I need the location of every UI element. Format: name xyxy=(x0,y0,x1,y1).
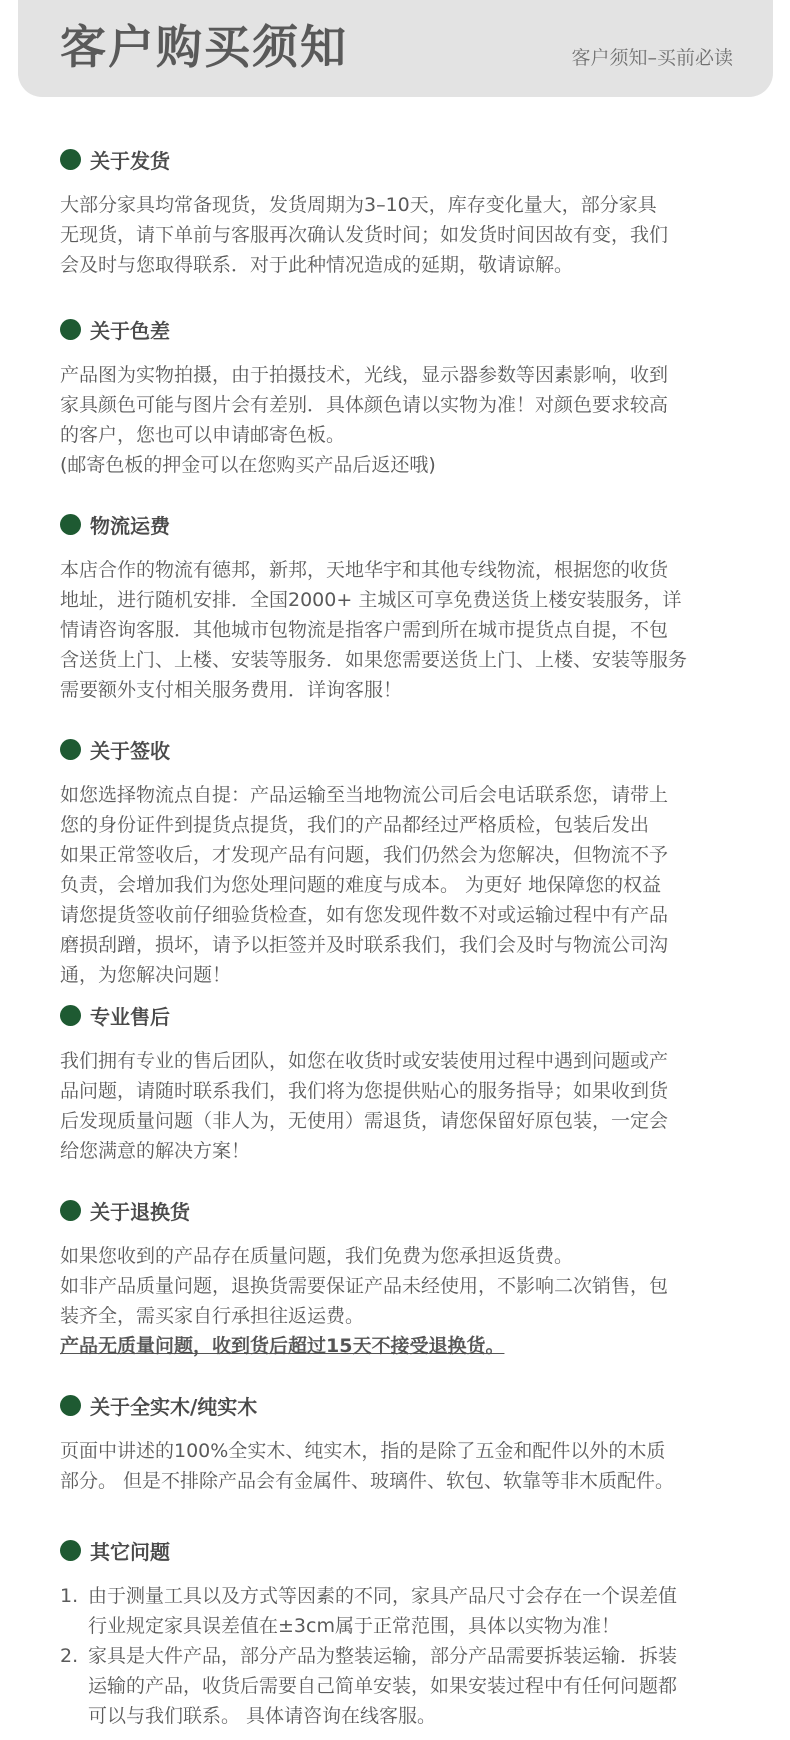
section-solid-wood xyxy=(60,1386,740,1496)
paragraph-line: 产品图为实物拍摄，由于拍摄技术，光线，显示器参数等因素影响，收到 xyxy=(60,364,669,386)
section-color-difference xyxy=(60,310,740,480)
returns-policy-emphasis: 产品无质量问题，收到货后超过15天不接受退换货。 xyxy=(60,1335,505,1357)
bullet-dot-icon xyxy=(60,1005,81,1026)
list-line: 行业规定家具误差值在±3cm属于正常范围，具体以实物为准！ xyxy=(88,1615,620,1637)
bullet-dot-icon xyxy=(60,1200,81,1221)
section-title: 关于发货 xyxy=(90,148,170,173)
bullet-dot-icon xyxy=(60,739,81,760)
paragraph-line: 家具颜色可能与图片会有差别．具体颜色请以实物为准！对颜色要求较高 xyxy=(60,394,669,416)
paragraph-line: 磨损刮蹭，损坏，请予以拒签并及时联系我们，我们会及时与物流公司沟 xyxy=(60,934,669,956)
paragraph-line: 如非产品质量问题，退换货需要保证产品未经使用，不影响二次销售，包 xyxy=(60,1275,669,1297)
paragraph-line: (邮寄色板的押金可以在您购买产品后返还哦) xyxy=(60,454,436,476)
section-title: 关于签收 xyxy=(90,738,170,763)
paragraph-line: 部分。 但是不排除产品会有金属件、玻璃件、软包、软靠等非木质配件。 xyxy=(60,1470,675,1492)
paragraph-line: 会及时与您取得联系．对于此种情况造成的延期，敬请谅解。 xyxy=(60,254,574,276)
bullet-dot-icon xyxy=(60,319,81,340)
section-heading xyxy=(60,996,740,1034)
paragraph-line: 地址，进行随机安排．全国2000+ 主城区可享免费送货上楼安装服务，详 xyxy=(60,589,682,611)
section-shipping xyxy=(60,140,740,280)
section-heading xyxy=(60,1386,740,1424)
paragraph-line: 本店合作的物流有德邦，新邦，天地华宇和其他专线物流，根据您的收货 xyxy=(60,559,669,581)
section-heading xyxy=(60,1531,740,1569)
list-line: 家具是大件产品，部分产品为整装运输，部分产品需要拆装运输．拆装 xyxy=(88,1645,678,1667)
notice-content xyxy=(60,140,740,1731)
section-logistics xyxy=(60,505,740,705)
bullet-dot-icon xyxy=(60,1540,81,1561)
paragraph-line: 品问题，请随时联系我们，我们将为您提供贴心的服务指导；如果收到货 xyxy=(60,1080,669,1102)
section-title: 物流运费 xyxy=(90,513,170,538)
paragraph-line: 后发现质量问题（非人为，无使用）需退货，请您保留好原包装，一定会 xyxy=(60,1110,669,1132)
header-banner xyxy=(18,0,773,97)
paragraph-line: 大部分家具均常备现货，发货周期为3–10天，库存变化量大，部分家具 xyxy=(60,194,657,216)
list-line: 由于测量工具以及方式等因素的不同，家具产品尺寸会存在一个误差值 xyxy=(88,1585,678,1607)
section-heading xyxy=(60,1191,740,1229)
section-heading xyxy=(60,730,740,768)
paragraph-line: 如果您收到的产品存在质量问题，我们免费为您承担返货费。 xyxy=(60,1245,574,1267)
paragraph-line: 通，为您解决问题！ xyxy=(60,964,232,986)
paragraph-line: 含送货上门、上楼、安装等服务．如果您需要送货上门、上楼、安装等服务 xyxy=(60,649,688,671)
paragraph-line: 您的身份证件到提货点提货，我们的产品都经过严格质检，包装后发出 xyxy=(60,814,650,836)
bullet-dot-icon xyxy=(60,1395,81,1416)
paragraph-line: 我们拥有专业的售后团队，如您在收货时或安装使用过程中遇到问题或产 xyxy=(60,1050,669,1072)
list-number: 2. xyxy=(60,1645,79,1667)
section-heading xyxy=(60,140,740,178)
paragraph-line: 情请咨询客服．其他城市包物流是指客户需到所在城市提货点自提，不包 xyxy=(60,619,669,641)
list-item xyxy=(60,1581,740,1641)
list-number: 1. xyxy=(60,1585,79,1607)
paragraph-line: 的客户，您也可以申请邮寄色板。 xyxy=(60,424,346,446)
section-other-issues xyxy=(60,1531,740,1731)
paragraph-line: 负责，会增加我们为您处理问题的难度与成本。 为更好 地保障您的权益 xyxy=(60,874,662,896)
paragraph-line: 请您提货签收前仔细验货检查，如有您发现件数不对或运输过程中有产品 xyxy=(60,904,669,926)
bullet-dot-icon xyxy=(60,149,81,170)
paragraph-line: 无现货，请下单前与客服再次确认发货时间；如发货时间因故有变，我们 xyxy=(60,224,669,246)
page-title: 客户购买须知 xyxy=(60,20,348,74)
page-subtitle: 客户须知–买前必读 xyxy=(571,47,733,69)
section-heading xyxy=(60,310,740,348)
section-title: 专业售后 xyxy=(90,1004,170,1029)
section-title: 关于全实木/纯实木 xyxy=(90,1394,258,1419)
section-title: 其它问题 xyxy=(90,1539,170,1564)
paragraph-line: 页面中讲述的100%全实木、纯实木，指的是除了五金和配件以外的木质 xyxy=(60,1440,666,1462)
list-line: 运输的产品，收货后需要自己简单安装，如果安装过程中有任何问题都 xyxy=(88,1675,678,1697)
section-heading xyxy=(60,505,740,543)
section-receipt xyxy=(60,730,740,990)
section-title: 关于色差 xyxy=(90,318,170,343)
bullet-dot-icon xyxy=(60,514,81,535)
section-returns xyxy=(60,1191,740,1361)
paragraph-line: 给您满意的解决方案！ xyxy=(60,1140,251,1162)
paragraph-line: 装齐全，需买家自行承担往返运费。 xyxy=(60,1305,365,1327)
section-title: 关于退换货 xyxy=(90,1199,190,1224)
list-line: 可以与我们联系。 具体请咨询在线客服。 xyxy=(88,1705,437,1727)
paragraph-line: 如您选择物流点自提：产品运输至当地物流公司后会电话联系您，请带上 xyxy=(60,784,669,806)
list-item xyxy=(60,1641,740,1731)
paragraph-line: 需要额外支付相关服务费用．详询客服！ xyxy=(60,679,403,701)
paragraph-line: 如果正常签收后，才发现产品有问题，我们仍然会为您解决，但物流不予 xyxy=(60,844,669,866)
section-after-sales xyxy=(60,996,740,1166)
